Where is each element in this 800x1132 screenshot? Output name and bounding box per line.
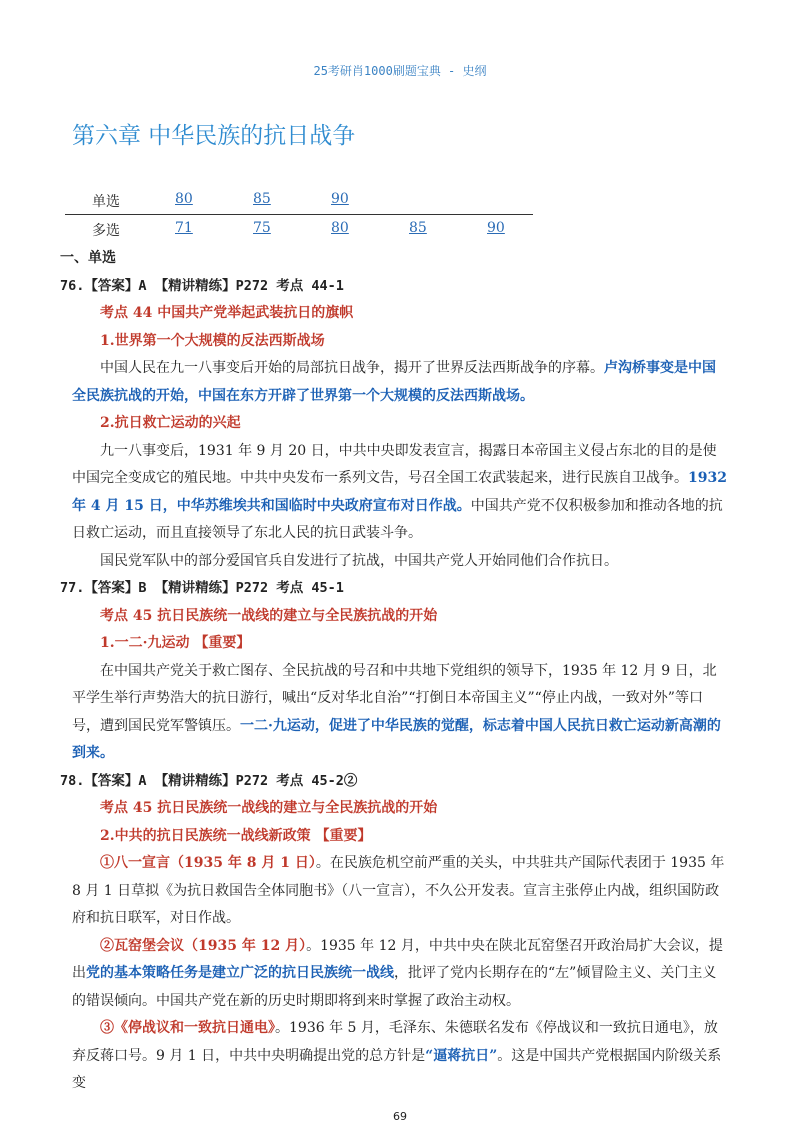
q76-paragraph-2: [72, 438, 728, 548]
score-link[interactable]: 85: [409, 220, 427, 236]
score-link[interactable]: 90: [331, 191, 349, 207]
emphasis-text: 卢沟桥事变是中国全民族抗战的开始，中国在东方开辟了世界第一个大规模的反法西斯战场。: [72, 360, 716, 404]
question-76-header: 76.【答案】A 【精讲精练】P272 考点 44-1: [60, 277, 344, 294]
q78-item-3: [72, 1015, 728, 1098]
q77-subheading-1: 1.一二·九运动 【重要】: [100, 635, 251, 651]
chapter-title: 第六章 中华民族的抗日战争: [72, 123, 356, 149]
score-label-single: 单选: [92, 194, 120, 210]
score-label-multi: 多选: [92, 223, 120, 239]
page-number: 69: [393, 1110, 407, 1123]
text: 九一八事变后，1931 年 9 月 20 日，中共中央即发表宣言，揭露日本帝国主义侵占东北的目的是使中国完全变成它的殖民地。中共中央发布一系列文告，号召全国工农武装起来，进行民族自卫战争。: [72, 442, 717, 486]
emphasis-text: 一二·九运动，促进了中华民族的觉醒，标志着中国人民抗日救亡运动新高潮的到来。: [72, 717, 721, 761]
score-link[interactable]: 80: [175, 191, 193, 207]
q77-point: 考点 45 抗日民族统一战线的建立与全民族抗战的开始: [100, 607, 438, 624]
q78-item-1: [72, 850, 728, 933]
q77-paragraph-1: [72, 658, 728, 768]
score-link[interactable]: 85: [253, 191, 271, 207]
emphasis-text: ②瓦窑堡会议（1935 年 12 月）: [100, 937, 307, 954]
q78-point: 考点 45 抗日民族统一战线的建立与全民族抗战的开始: [100, 800, 438, 816]
q76-subheading-1: 1.世界第一个大规模的反法西斯战场: [100, 332, 325, 349]
main-content: [60, 245, 728, 1098]
q76-paragraph-3: 国民党军队中的部分爱国官兵自发进行了抗战，中国共产党人开始同他们合作抗日。: [100, 552, 618, 569]
question-78-header: 78.【答案】A 【精讲精练】P272 考点 45-2②: [60, 772, 358, 789]
score-table: [65, 186, 533, 243]
text: 在中国共产党关于救亡图存、全民抗战的号召和中共地下党组织的领导下，1935 年 12 月 9 日，北平学生举行声势浩大的抗日游行，喊出“反对华北自治”“打倒日本帝国主义”“停止内战，一致对外”等口号，遭到国民党军警镇压。: [72, 662, 717, 734]
text: 。1935 年 12 月，中共中央在陕北瓦窑堡召开政治局扩大会议，提出: [72, 937, 723, 981]
q78-subheading-1: 2.中共的抗日民族统一战线新政策 【重要】: [100, 827, 372, 844]
text: 中国共产党不仅积极参加和推动各地的抗日救亡运动，而且直接领导了东北人民的抗日武装斗争。: [72, 497, 723, 541]
q78-item-2: [72, 933, 728, 1016]
page-header: 25考研肖1000刷题宝典 - 史纲: [313, 64, 487, 78]
text: 。1936 年 5 月，毛泽东、朱德联名发布《停战议和一致抗日通电》，放弃反蒋口号。9 月 1 日，中共中央明确提出党的总方针是: [72, 1020, 718, 1064]
emphasis-text: 1932 年 4 月 15 日，中华苏维埃共和国临时中央政府宣布对日作战。: [72, 470, 727, 514]
emphasis-text: ③《停战议和一致抗日通电》: [100, 1020, 275, 1036]
question-77-header: 77.【答案】B 【精讲精练】P272 考点 45-1: [60, 580, 344, 596]
score-row-multi: [65, 215, 533, 243]
score-link[interactable]: 80: [331, 220, 349, 236]
score-link[interactable]: 75: [253, 220, 271, 236]
emphasis-text: ①八一宣言（1935 年 8 月 1 日）: [100, 855, 316, 871]
text: 中国人民在九一八事变后开始的局部抗日战争，揭开了世界反法西斯战争的序幕。: [100, 360, 604, 376]
q76-subheading-2: 2.抗日救亡运动的兴起: [100, 415, 241, 431]
text: 。在民族危机空前严重的关头，中共驻共产国际代表团于 1935 年 8 月 1 日草拟《为抗日救国告全体同胞书》（八一宣言），不久公开发表。宣言主张停止内战，组织国防政府和抗日联军，对日作战。: [72, 855, 725, 926]
q76-point: 考点 44 中国共产党举起武装抗日的旗帜: [100, 305, 354, 321]
emphasis-text: 党的基本策略任务是建立广泛的抗日民族统一战线: [86, 965, 394, 981]
emphasis-text: “逼蒋抗日”: [425, 1047, 498, 1064]
score-row-single: [65, 186, 533, 215]
q76-paragraph-1: [72, 355, 728, 410]
text: ，批评了党内长期存在的“左”倾冒险主义、关门主义的错误倾向。中国共产党在新的历史时期即将到来时掌握了政治主动权。: [72, 965, 717, 1009]
section-heading: 一、单选: [60, 250, 116, 266]
text: 。这是中国共产党根据国内阶级关系变: [72, 1047, 722, 1091]
score-link[interactable]: 90: [487, 220, 505, 236]
score-link[interactable]: 71: [175, 220, 193, 236]
